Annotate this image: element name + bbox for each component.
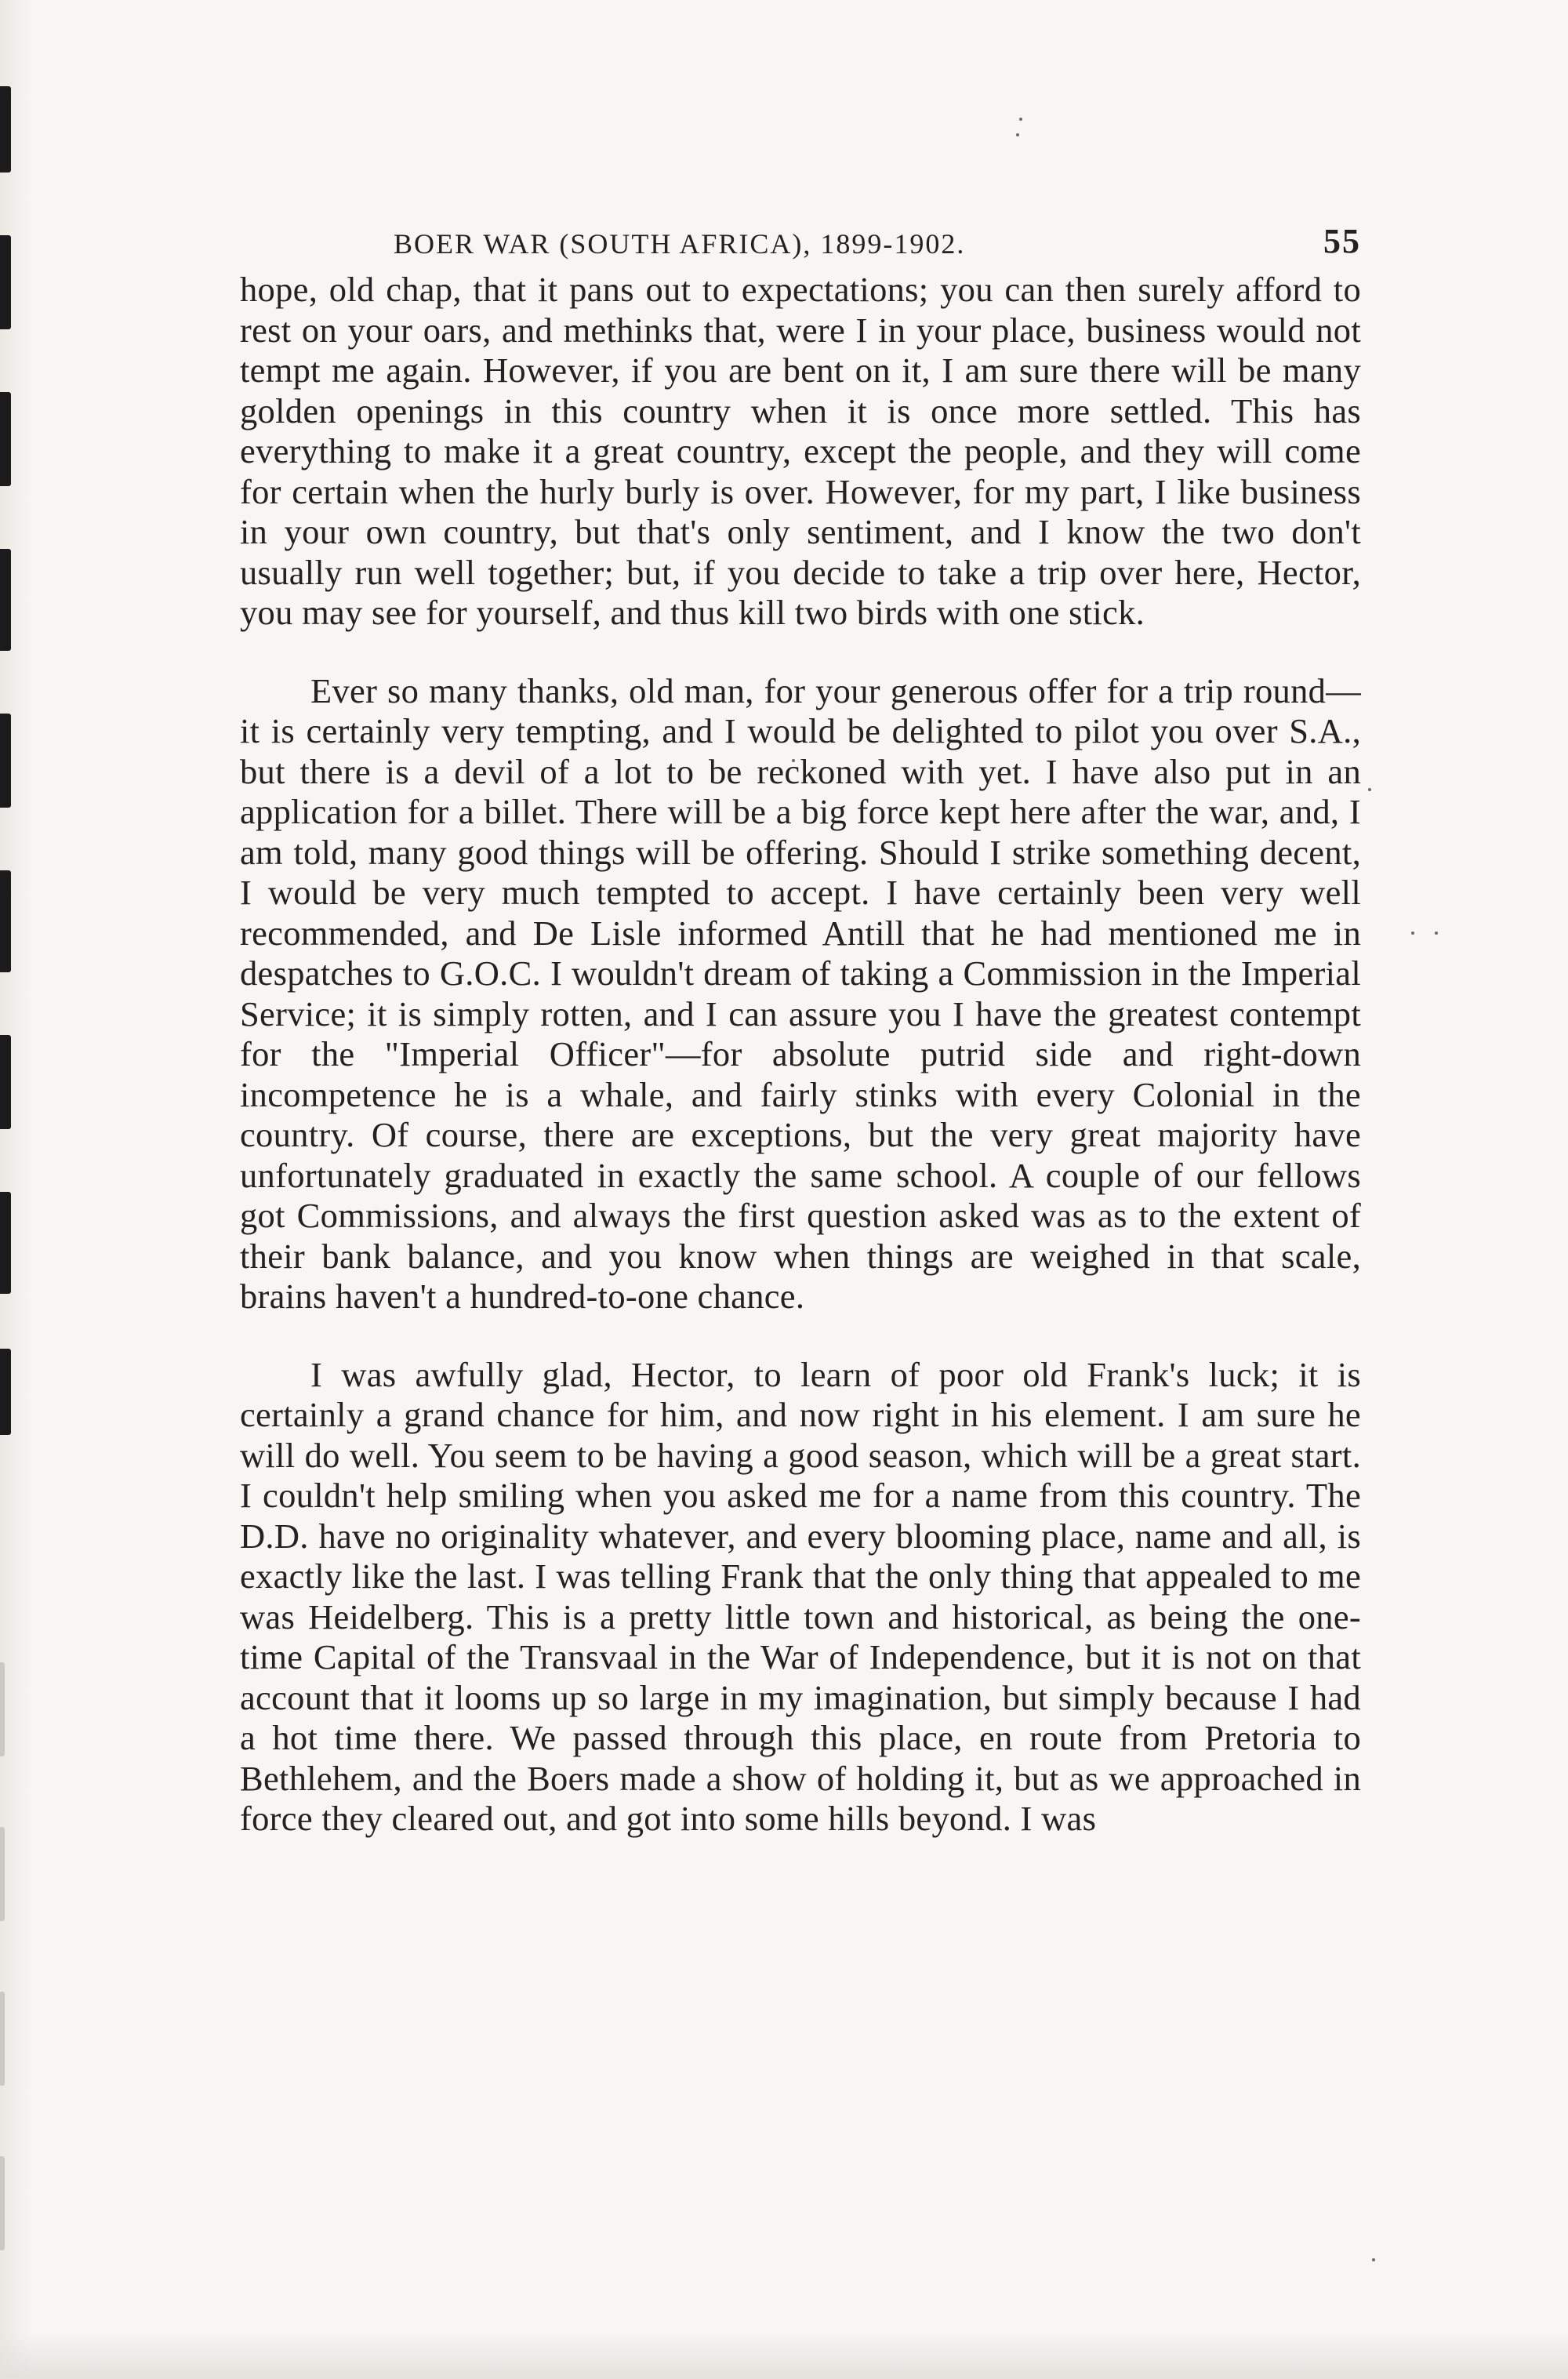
page-edge-shadow (0, 0, 31, 2379)
binding-hole-mark (0, 870, 11, 972)
paragraph: Ever so many thanks, old man, for your generous offer for a trip round—it is certainly very tempting, and I would be delighted to pilot you over S.A., but there is a devil of a lot to be reckoned with yet. I have also put in an application for a billet. There will be a big force kept here after the war, and, I am told, many good things will be offering. Should I strike something decent, I would be very much tempted to accept. I have certainly been very well recommended, and De Lisle informed Antill that he had mentioned me in despatches to G.O.C. I wouldn't dream of taking a Commission in the Imperial Service; it is simply rotten, and I can assure you I have the greatest contempt for the "Imperial Officer"—for absolute putrid side and right-down incompetence he is a whale, and fairly stinks with every Colonial in the country. Of course, there are exceptions, but the very great majority have unfortunately graduated in exactly the same school. A couple of our fellows got Commissions, and always the first question asked was as to the extent of their bank balance, and you know when things are weighed in that scale, brains haven't a hundred-to-one chance. (240, 670, 1361, 1316)
binding-hole-mark (0, 1035, 11, 1129)
binding-hole-mark (0, 392, 11, 486)
paragraph-continued: hope, old chap, that it pans out to expectations; you can then surely afford to rest on your oars, and methinks that, were I in your place, business would not tempt me again. However, if you are bent on it, I am sure there will be many golden openings in this country when it is once more settled. This has everything to make it a great country, except the people, and they will come for certain when the hurly burly is over. However, for my part, I like business in your own country, but that's only sentiment, and I know the two don't usually run well together; but, if you decide to take a trip over here, Hector, you may see for yourself, and thus kill two birds with one stick. (240, 270, 1361, 632)
running-head-title: BOER WAR (SOUTH AFRICA), 1899-1902. (394, 228, 966, 260)
binding-hole-mark (0, 714, 11, 808)
book-page (240, 221, 1361, 1840)
paragraph: I was awfully glad, Hector, to learn of poor old Frank's luck; it is certainly a grand chance for him, and now right in his element. I am sure he will do well. You seem to be having a good season, which will be a great start. I couldn't help smiling when you asked me for a name from this country. The D.D. have no originality whatever, and every blooming place, name and all, is exactly like the last. I was telling Frank that the only thing that appealed to me was Heidelberg. This is a pretty little town and historical, as being the one-time Capital of the Transvaal in the War of Independence, but it is not on that account that it looms up so large in my imagination, but simply because I had a hot time there. We passed through this place, en route from Pretoria to Bethlehem, and the Boers made a show of holding it, but as we approached in force they cleared out, and got into some hills beyond. I was (240, 1354, 1361, 1838)
binding-hole-mark (0, 235, 11, 329)
running-head (240, 221, 1361, 270)
binding-hole-mark (0, 1349, 11, 1435)
binding-hole-mark (0, 2156, 5, 2250)
binding-hole-mark (0, 86, 11, 173)
paper-speck (1368, 788, 1371, 791)
paper-speck (1372, 2258, 1375, 2261)
paper-speck (1411, 932, 1414, 935)
binding-hole-mark (0, 1992, 5, 2086)
paper-speck (1435, 932, 1438, 935)
binding-hole-mark (0, 1192, 11, 1294)
binding-hole-mark (0, 549, 11, 651)
paper-speck (1019, 118, 1022, 121)
paper-speck (1016, 133, 1019, 136)
binding-hole-mark (0, 1827, 5, 1921)
page-bottom-shadow (0, 2332, 1568, 2379)
page-number: 55 (1323, 222, 1361, 260)
binding-hole-mark (0, 1662, 5, 1756)
